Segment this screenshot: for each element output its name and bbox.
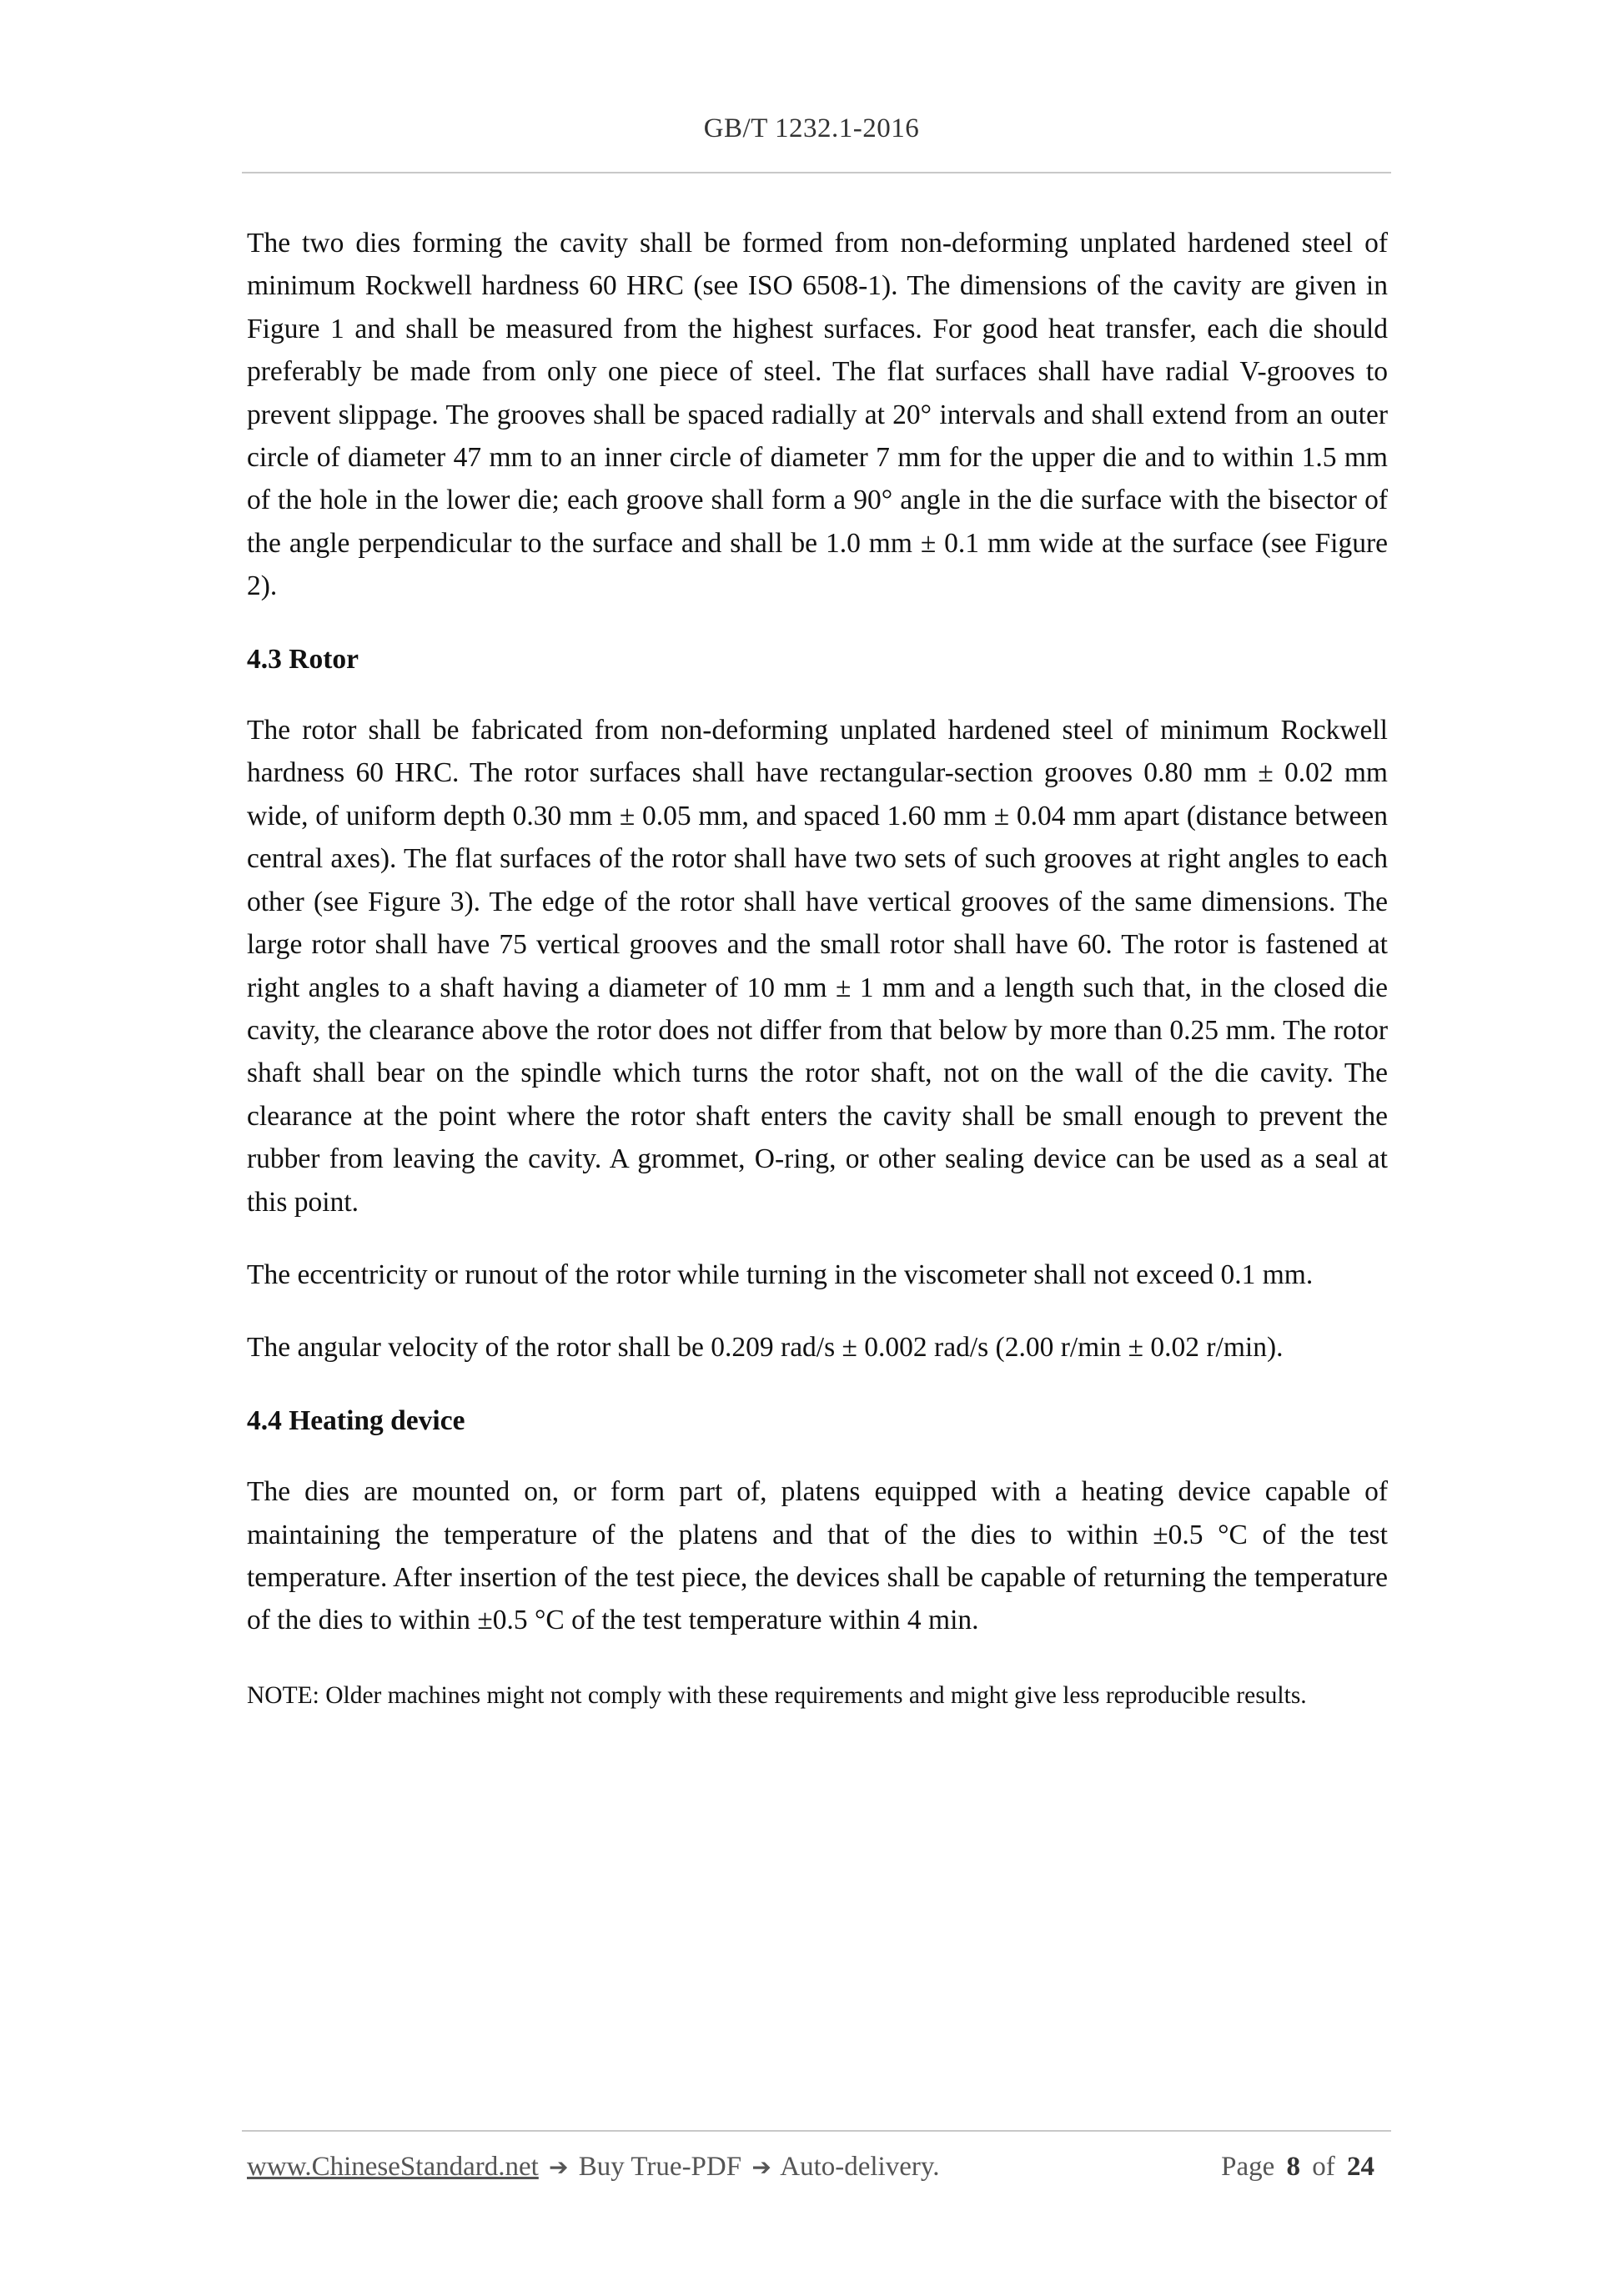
section-heading-heating-device: 4.4 Heating device xyxy=(247,1404,465,1436)
paragraph-dies: The two dies forming the cavity shall be formed from non-deforming unplated hardened steel of minimum Rockwell hardness 60 HRC (see ISO 6508-1). The dimensions of the cavity are given in Figure 1 and shall be measured from the highest surfaces. For good heat transfer, each die should preferably be made from only one piece of steel. The flat surfaces shall have radial V-grooves to prevent slippage. The grooves shall be spaced radially at 20° intervals and shall extend from an outer circle of diameter 47 mm to an inner circle of diameter 7 mm for the upper die and to within 1.5 mm of the hole in the lower die; each groove shall form a 90° angle in the die surface with the bisector of the angle perpendicular to the surface and shall be 1.0 mm ± 0.1 mm wide at the surface (see Figure 2). xyxy=(247,228,1388,602)
page-footer xyxy=(247,2152,1388,2192)
page-indicator xyxy=(1221,2152,1379,2183)
footer-divider xyxy=(242,2130,1391,2132)
arrow-right-icon: ➔ xyxy=(549,2153,569,2181)
document-body xyxy=(247,222,1388,1716)
document-code-header: GB/T 1232.1-2016 xyxy=(703,113,920,143)
section-heading-rotor: 4.3 Rotor xyxy=(247,643,359,675)
website-link[interactable]: www.ChineseStandard.net xyxy=(247,2152,539,2182)
note-text: NOTE: Older machines might not comply with these requirements and might give less reproducible results. xyxy=(247,1681,1307,1709)
current-page-number: 8 xyxy=(1286,2152,1300,2182)
footer-promo xyxy=(247,2152,939,2183)
total-pages-number: 24 xyxy=(1347,2152,1374,2182)
page-label: Page xyxy=(1221,2152,1275,2182)
paragraph-eccentricity: The eccentricity or runout of the rotor while turning in the viscometer shall not exceed 0.1 mm. xyxy=(247,1259,1314,1290)
paragraph-heating-device: The dies are mounted on, or form part of, platens equipped with a heating device capable of maintaining the temperature of the platens and that of the dies to within ±0.5 °C of the test temperature. After insertion of the test piece, the devices shall be capable of returning the temperature of the dies to within ±0.5 °C of the test temperature within 4 min. xyxy=(247,1476,1388,1636)
buy-true-pdf-text: Buy True-PDF xyxy=(578,2152,742,2182)
paragraph-rotor: The rotor shall be fabricated from non-deforming unplated hardened steel of minimum Rockwell hardness 60 HRC. The rotor surfaces shall have rectangular-section grooves 0.80 mm ± 0.02 mm wide, of uniform depth 0.30 mm ± 0.05 mm, and spaced 1.60 mm ± 0.04 mm apart (distance between central axes). The flat surfaces of the rotor shall have two sets of such grooves at right angles to each other (see Figure 3). The edge of the rotor shall have vertical grooves of the same dimensions. The large rotor shall have 75 vertical grooves and the small rotor shall have 60. The rotor is fastened at right angles to a shaft having a diameter of 10 mm ± 1 mm and a length such that, in the closed die cavity, the clearance above the rotor does not differ from that below by more than 0.25 mm. The rotor shaft shall bear on the spindle which turns the rotor shaft, not on the wall of the die cavity. The clearance at the point where the rotor shaft enters the cavity shall be small enough to prevent the rubber from leaving the cavity. A grommet, O-ring, or other sealing device can be used as a seal at this point. xyxy=(247,715,1388,1218)
of-label: of xyxy=(1312,2152,1335,2182)
paragraph-angular-velocity: The angular velocity of the rotor shall be 0.209 rad/s ± 0.002 rad/s (2.00 r/min ± 0.02 r/min). xyxy=(247,1332,1284,1364)
auto-delivery-text: Auto-delivery. xyxy=(780,2152,940,2182)
arrow-right-icon: ➔ xyxy=(751,2153,771,2181)
header-divider xyxy=(242,172,1391,173)
